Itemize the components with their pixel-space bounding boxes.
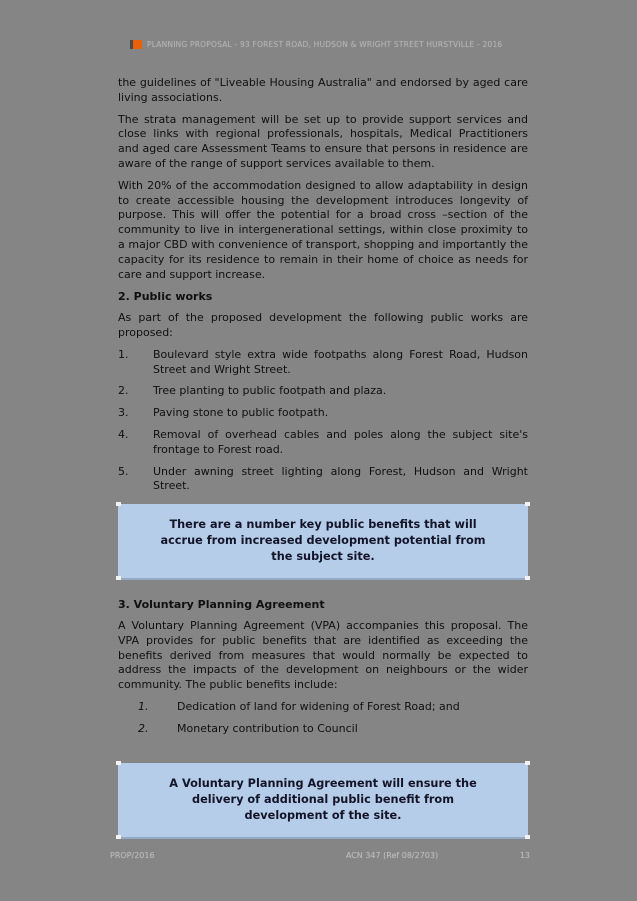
list-item-number: 1. [138, 699, 149, 713]
corner-mark [525, 576, 530, 580]
list-item [118, 348, 528, 378]
corner-mark [116, 835, 121, 839]
corner-mark [116, 576, 121, 580]
callout-text: There are a number key public benefits that will accrue from increased development potential from the subject site. [160, 518, 486, 564]
corner-mark [525, 761, 530, 765]
callout-box-vpa [118, 763, 528, 839]
list-item-text: Tree planting to public footpath and plaza. [153, 384, 387, 398]
callout-box-public-benefits [118, 504, 528, 580]
public-works-list [118, 348, 528, 494]
vpa-benefits-list [118, 700, 528, 737]
public-works-lead: As part of the proposed development the following public works are proposed: [118, 311, 528, 339]
list-item-number: 3. [118, 406, 129, 420]
list-item-text: Removal of overhead cables and poles along the subject site's frontage to Forest road. [153, 427, 528, 456]
section-heading-public-works: 2. Public works [118, 290, 213, 304]
list-item-text: Dedication of land for widening of Forest Road; and [177, 699, 460, 713]
header-title: PLANNING PROPOSAL - 93 FOREST ROAD, HUDSON & WRIGHT STREET HURSTVILLE - 2016 [147, 40, 503, 49]
paragraph-guidelines: the guidelines of "Liveable Housing Australia" and endorsed by aged care living associations. [118, 76, 528, 104]
document-body [118, 76, 528, 857]
corner-mark [525, 502, 530, 506]
list-item [118, 428, 528, 458]
page-header [130, 40, 530, 49]
list-item [118, 384, 528, 399]
section-heading-vpa: 3. Voluntary Planning Agreement [118, 598, 325, 612]
callout-text: A Voluntary Planning Agreement will ensure the delivery of additional public benefit from development of the site. [169, 776, 477, 822]
list-item-number: 4. [118, 427, 129, 441]
footer-reference: PROP/2016 [110, 851, 155, 860]
corner-mark [116, 502, 121, 506]
list-item-number: 1. [118, 347, 129, 361]
paragraph-strata-management: The strata management will be set up to provide support services and close links with regional professionals, hospitals, Medical Practitioners and aged care Assessment Teams to ensure that persons in residence are aware of the range of support services available to them. [118, 112, 528, 170]
list-item [118, 722, 528, 737]
list-item [118, 465, 528, 495]
list-item-number: 2. [138, 721, 149, 735]
list-item [118, 406, 528, 421]
list-item-number: 2. [118, 384, 129, 398]
list-item [118, 700, 528, 715]
vpa-lead: A Voluntary Planning Agreement (VPA) accompanies this proposal. The VPA provides for public benefits that are identified as exceeding the benefits derived from measures that would normally be expected to address the impacts of the development on neighbours or the wider community. The public benefits include: [118, 618, 528, 692]
header-logo-icon [130, 40, 142, 49]
footer-center-text: ACN 347 (Ref 08/2703) [345, 851, 439, 860]
list-item-text: Boulevard style extra wide footpaths along Forest Road, Hudson Street and Wright Street. [153, 347, 528, 376]
page-number: 13 [519, 851, 530, 860]
list-item-text: Under awning street lighting along Forest, Hudson and Wright Street. [153, 464, 528, 493]
list-item-number: 5. [118, 464, 129, 478]
list-item-text: Paving stone to public footpath. [153, 406, 329, 420]
corner-mark [525, 835, 530, 839]
page-footer [110, 851, 530, 860]
list-item-text: Monetary contribution to Council [177, 721, 358, 735]
corner-mark [116, 761, 121, 765]
paragraph-adaptability: With 20% of the accommodation designed to allow adaptability in design to create accessible housing the development introduces longevity of purpose. This will offer the potential for a broad cross –section of the community to live in intergenerational settings, within close proximity to a major CBD with convenience of transport, shopping and importantly the capacity for its residence to remain in their home of choice as needs for care and support increase. [118, 178, 528, 281]
